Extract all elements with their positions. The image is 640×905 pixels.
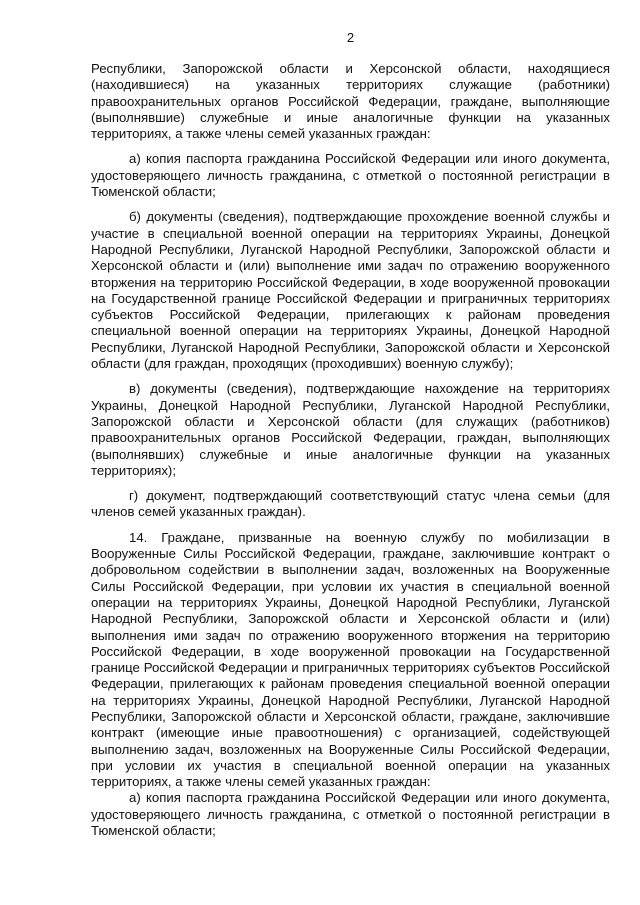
- paragraph-item-v: в) документы (сведения), подтверждающие нахождение на территориях Украины, Донецкой Народной Республики, Луганской Народной Республики, Запорожской области и Херсонской области (для служащих (работников) правоохранительных органов Российской Федерации, граждан, выполняющих (выполнявших) служебные и иные аналогичные функции на указанных территориях);: [91, 381, 610, 478]
- paragraph-continuation: Республики, Запорожской области и Херсонской области, находящиеся (находившиеся) на указанных территориях служащие (работники) правоохранительных органов Российской Федерации, граждане, выполняющие (выполнявшие) служебные и иные аналогичные функции на указанных территориях, а также члены семей указанных граждан:: [91, 61, 610, 142]
- paragraph-item-g: г) документ, подтверждающий соответствующий статус члена семьи (для членов семей указанных граждан).: [91, 488, 610, 520]
- document-page: [91, 30, 610, 839]
- page-number: 2: [346, 30, 355, 45]
- paragraph-item-a: а) копия паспорта гражданина Российской Федерации или иного документа, удостоверяющего личность гражданина, с отметкой о постоянной регистрации в Тюменской области;: [91, 151, 610, 200]
- paragraph-clause-14-item-a: а) копия паспорта гражданина Российской Федерации или иного документа, удостоверяющего личность гражданина, с отметкой о постоянной регистрации в Тюменской области;: [91, 790, 610, 839]
- paragraph-clause-14: 14. Граждане, призванные на военную службу по мобилизации в Вооруженные Силы Российской Федерации, граждане, заключившие контракт о добровольном содействии в выполнении задач, возложенных на Вооруженные Силы Российской Федерации, при условии их участия в специальной военной операции на территориях Украины, Донецкой Народной Республики, Луганской Народной Республики, Запорожской области и Херсонской области и (или) выполнения ими задач по отражению вооруженного вторжения на территорию Российской Федерации, в ходе вооруженной провокации на Государственной границе Российской Федерации и приграничных территориях субъектов Российской Федерации, прилегающих к районам проведения специальной военной операции на территориях Украины, Донецкой Народной Республики, Луганской Народной Республики, Запорожской области и Херсонской области, граждане, заключившие контракт (имеющие иные правоотношения) с организацией, содействующей выполнению задач, возложенных на Вооруженные Силы Российской Федерации, при условии их участия в специальной военной операции на указанных территориях, а также члены семей указанных граждан:: [91, 529, 610, 790]
- paragraph-item-b: б) документы (сведения), подтверждающие прохождение военной службы и участие в специальной военной операции на территориях Украины, Донецкой Народной Республики, Луганской Народной Республики, Запорожской области и Херсонской области и (или) выполнение ими задач по отражению вооруженного вторжения на территорию Российской Федерации, в ходе вооруженной провокации на Государственной границе Российской Федерации и приграничных территориях субъектов Российской Федерации, прилегающих к районам проведения специальной военной операции на территориях Украины, Донецкой Народной Республики, Луганской Народной Республики, Запорожской области и Херсонской области (для граждан, проходящих (проходивших) военную службу);: [91, 209, 610, 372]
